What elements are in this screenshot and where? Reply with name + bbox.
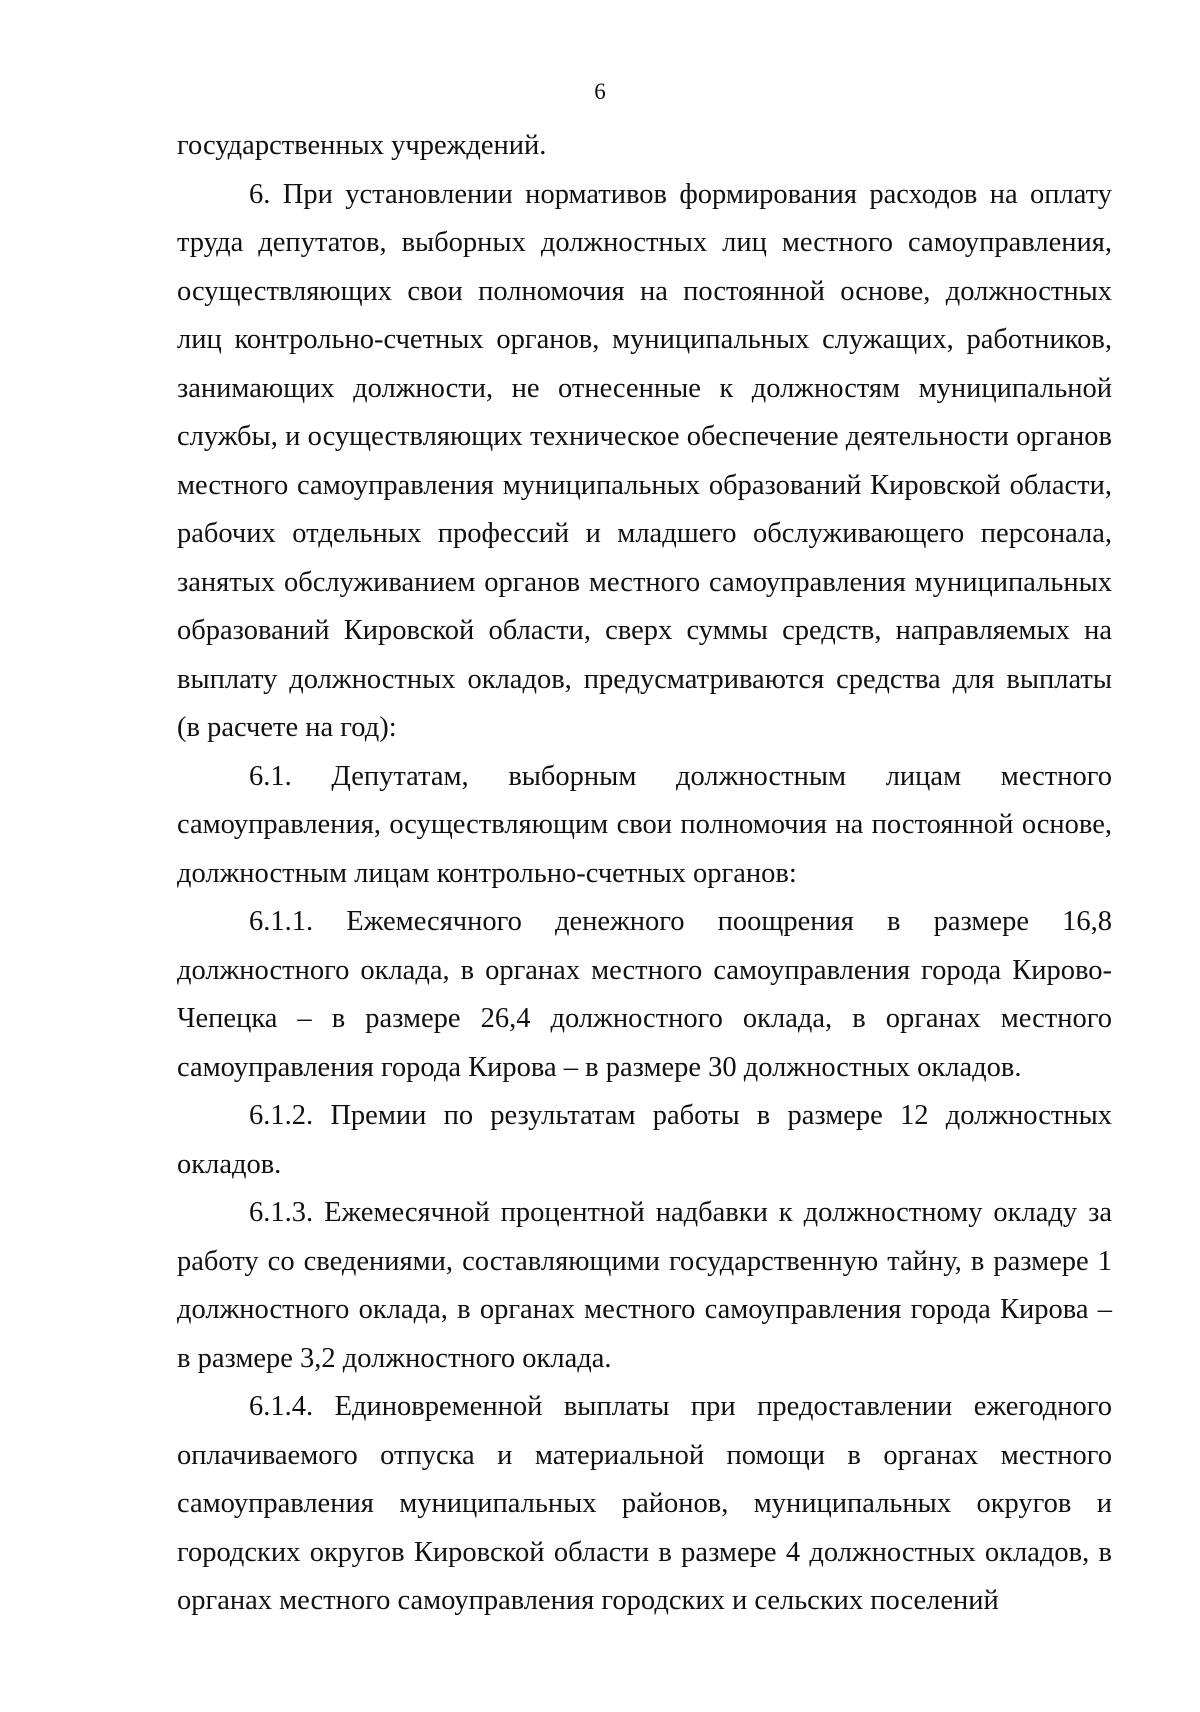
paragraph-6-1-2: 6.1.2. Премии по результатам работы в размере 12 должностных окладов. — [177, 1100, 1112, 1180]
paragraph-6-1-3: 6.1.3. Ежемесячной процентной надбавки к должностному окладу за работу со сведениями, составляющими государственную тайну, в размере 1 должностного оклада, в органах местного самоуправления города Кирова – в размере 3,2 должностного оклада. — [177, 1197, 1112, 1374]
paragraph-continuation: государственных учреждений. — [177, 130, 547, 161]
document-body — [177, 122, 1112, 1626]
page-number: 6 — [594, 79, 606, 104]
paragraph-6: 6. При установлении нормативов формирования расходов на оплату труда депутатов, выборных должностных лиц местного самоуправления, осуществляющих свои полномочия на постоянной основе, должностных лиц контрольно-счетных органов, муниципальных служащих, работников, занимающих должности, не отнесенные к должностям муниципальной службы, и осуществляющих техническое обеспечение деятельности органов местного самоуправления муниципальных образований Кировской области, рабочих отдельных профессий и младшего обслуживающего персонала, занятых обслуживанием органов местного самоуправления муниципальных образований Кировской области, сверх суммы средств, направляемых на выплату должностных окладов, предусматриваются средства для выплаты (в расчете на год): — [177, 178, 1112, 743]
paragraph-6-1-1: 6.1.1. Ежемесячного денежного поощрения в размере 16,8 должностного оклада, в органах местного самоуправления города Кирово-Чепецка – в размере 26,4 должностного оклада, в органах местного самоуправления города Кирова – в размере 30 должностных окладов. — [177, 906, 1112, 1083]
paragraph-6-1-4: 6.1.4. Единовременной выплаты при предоставлении ежегодного оплачиваемого отпуска и материальной помощи в органах местного самоуправления муниципальных районов, муниципальных округов и городских округов Кировской области в размере 4 должностных окладов, в органах местного самоуправления городских и сельских поселений — [177, 1391, 1112, 1616]
paragraph-6-1: 6.1. Депутатам, выборным должностным лицам местного самоуправления, осуществляющим свои полномочия на постоянной основе, должностным лицам контрольно-счетных органов: — [177, 760, 1112, 889]
